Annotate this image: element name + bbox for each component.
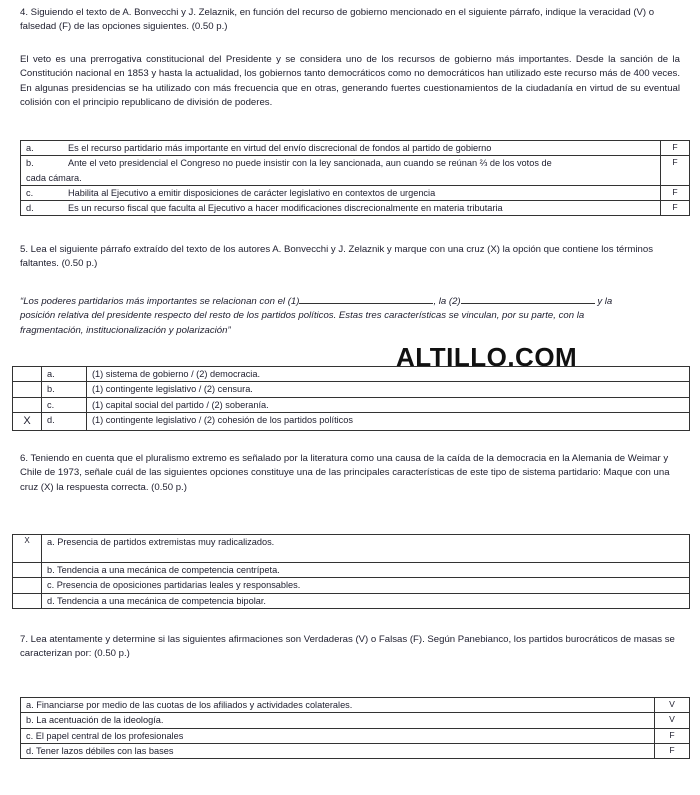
q6-table <box>12 534 690 609</box>
q4-row-letter: a. <box>26 143 34 153</box>
q5-row-letter: a. <box>42 367 87 382</box>
q4-row-answer: F <box>661 156 690 186</box>
q6-prompt: 6. Teniendo en cuenta que el pluralismo extremo es señalado por la literatura como una causa de la caída de la democracia en la Alemania de Weimar y Chile de 1973, señale cuál de las siguientes opciones constituye una de las principales características de este tipo de sistema partidario: Maque con una cruz (X) la respuesta correcta. (0.50 p.) <box>20 453 670 493</box>
q7-row-answer: V <box>655 713 690 728</box>
q5-quote-line3: fragmentación, institucionalización y polarización” <box>20 324 231 336</box>
q4-row-answer: F <box>661 201 690 216</box>
q5-row-letter: d. <box>42 412 87 430</box>
q7-row-answer: V <box>655 698 690 713</box>
q6-row-mark <box>13 578 42 593</box>
q4-row-answer: F <box>661 141 690 156</box>
q6-row-mark: X <box>13 535 42 563</box>
q4-row-c <box>21 185 690 200</box>
q4-row-answer: F <box>661 185 690 200</box>
q7-table <box>20 697 690 759</box>
q4-paragraph: El veto es una prerrogativa constitucional del Presidente y se considera uno de los recursos de gobierno más importantes. Desde la sanción de la Constitución nacional en 1853 y hasta la actualidad, los gobiernos tanto democráticos como no democráticos han utilizado este recurso más de 400 veces. En algunas presidencias se ha utilizado con más frecuencia que en otras, generando fuertes cuestionamientos de la ciudadanía en virtud de su eventual colisión con el principio republicano de división de poderes. <box>20 54 680 109</box>
q7-prompt: 7. Lea atentamente y determine si las siguientes afirmaciones son Verdaderas (V) o Falsas (F). Según Panebianco, los partidos burocráticos de masas se caracterizan por: (0.50 p.) <box>20 634 675 660</box>
q5-row-mark <box>13 397 42 412</box>
q4-prompt: 4. Siguiendo el texto de A. Bonvecchi y J. Zelaznik, en función del recurso de gobierno mencionado en el siguiente párrafo, indique la veracidad (V) o falsedad (F) de las opciones siguientes. (0.50 p.) <box>20 7 655 33</box>
q7-row-text: d. Tener lazos débiles con las bases <box>21 743 655 758</box>
q4-row-letter: d. <box>26 203 34 213</box>
q5-row-c <box>13 397 690 412</box>
q6-row-text: b. Tendencia a una mecánica de competencia centrípeta. <box>42 563 690 578</box>
q6-row-b <box>13 563 690 578</box>
q7-row-text: a. Financiarse por medio de las cuotas de los afiliados y actividades colaterales. <box>21 698 655 713</box>
q4-row-text: Es un recurso fiscal que faculta al Ejecutivo a hacer modificaciones discrecionalmente en materia tributaria <box>68 203 503 213</box>
q6-row-text: c. Presencia de oposiciones partidarias leales y responsables. <box>42 578 690 593</box>
q4-row-d <box>21 201 690 216</box>
q5-row-letter: c. <box>42 397 87 412</box>
q6-row-text: a. Presencia de partidos extremistas muy radicalizados. <box>42 535 690 563</box>
q6-row-d <box>13 593 690 608</box>
q4-row-b <box>21 156 690 186</box>
q5-row-text: (1) contingente legislativo / (2) cohesión de los partidos políticos <box>87 412 690 430</box>
q7-row-answer: F <box>655 728 690 743</box>
q5-row-mark <box>13 367 42 382</box>
q4-row-text: Es el recurso partidario más importante en virtud del envío discrecional de fondos al partido de gobierno <box>68 143 492 153</box>
q5-row-mark: X <box>13 412 42 430</box>
q4-row-text: Ante el veto presidencial el Congreso no puede insistir con la ley sancionada, aun cuando se reúnan ⅔ de los votos de <box>68 158 552 169</box>
q5-quote-start: “Los poderes partidarios más importantes se relacionan con el (1) <box>20 296 300 307</box>
q5-row-b <box>13 382 690 397</box>
q7-row-d <box>21 743 690 758</box>
q4-row-a <box>21 141 690 156</box>
q4-row-letter: c. <box>26 187 34 198</box>
q7-row-a <box>21 698 690 713</box>
q7-row-b <box>21 713 690 728</box>
q5-row-text: (1) sistema de gobierno / (2) democracia. <box>87 367 690 382</box>
q5-quote-line2: posición relativa del presidente respecto del resto de los partidos políticos. Estas tres características se vinculan, por su parte, con la <box>20 310 585 322</box>
q4-row-text: Habilita al Ejecutivo a emitir disposiciones de carácter legislativo en contextos de urgencia <box>68 187 436 198</box>
q5-row-letter: b. <box>42 382 87 397</box>
q6-row-a <box>13 535 690 563</box>
q6-row-mark <box>13 593 42 608</box>
q7-row-text: c. El papel central de los profesionales <box>21 728 655 743</box>
q6-row-c <box>13 578 690 593</box>
q5-row-text: (1) capital social del partido / (2) soberanía. <box>87 397 690 412</box>
q4-table <box>20 140 690 216</box>
q5-row-mark <box>13 382 42 397</box>
q5-row-d <box>13 412 690 430</box>
q5-quote <box>20 294 680 338</box>
q4-row-text-cont: cada cámara. <box>26 172 82 183</box>
q6-row-mark <box>13 563 42 578</box>
q5-quote-and: y la <box>597 296 613 307</box>
q5-table <box>12 366 690 431</box>
q7-row-answer: F <box>655 743 690 758</box>
q6-row-text: d. Tendencia a una mecánica de competencia bipolar. <box>42 593 690 608</box>
q5-prompt: 5. Lea el siguiente párrafo extraído del texto de los autores A. Bonvecchi y J. Zelaznik y marque con una cruz (X) la opción que contiene los términos faltantes. (0.50 p.) <box>20 244 654 270</box>
q4-row-letter: b. <box>26 158 34 169</box>
q5-quote-mid: , la (2) <box>433 296 461 307</box>
q5-row-text: (1) contingente legislativo / (2) censura. <box>87 382 690 397</box>
q7-row-c <box>21 728 690 743</box>
q5-blank-2 <box>461 294 595 304</box>
q5-blank-1 <box>299 294 433 304</box>
q5-row-a <box>13 367 690 382</box>
q7-row-text: b. La acentuación de la ideología. <box>21 713 655 728</box>
watermark-logo: ALTILLO.COM <box>396 342 578 372</box>
